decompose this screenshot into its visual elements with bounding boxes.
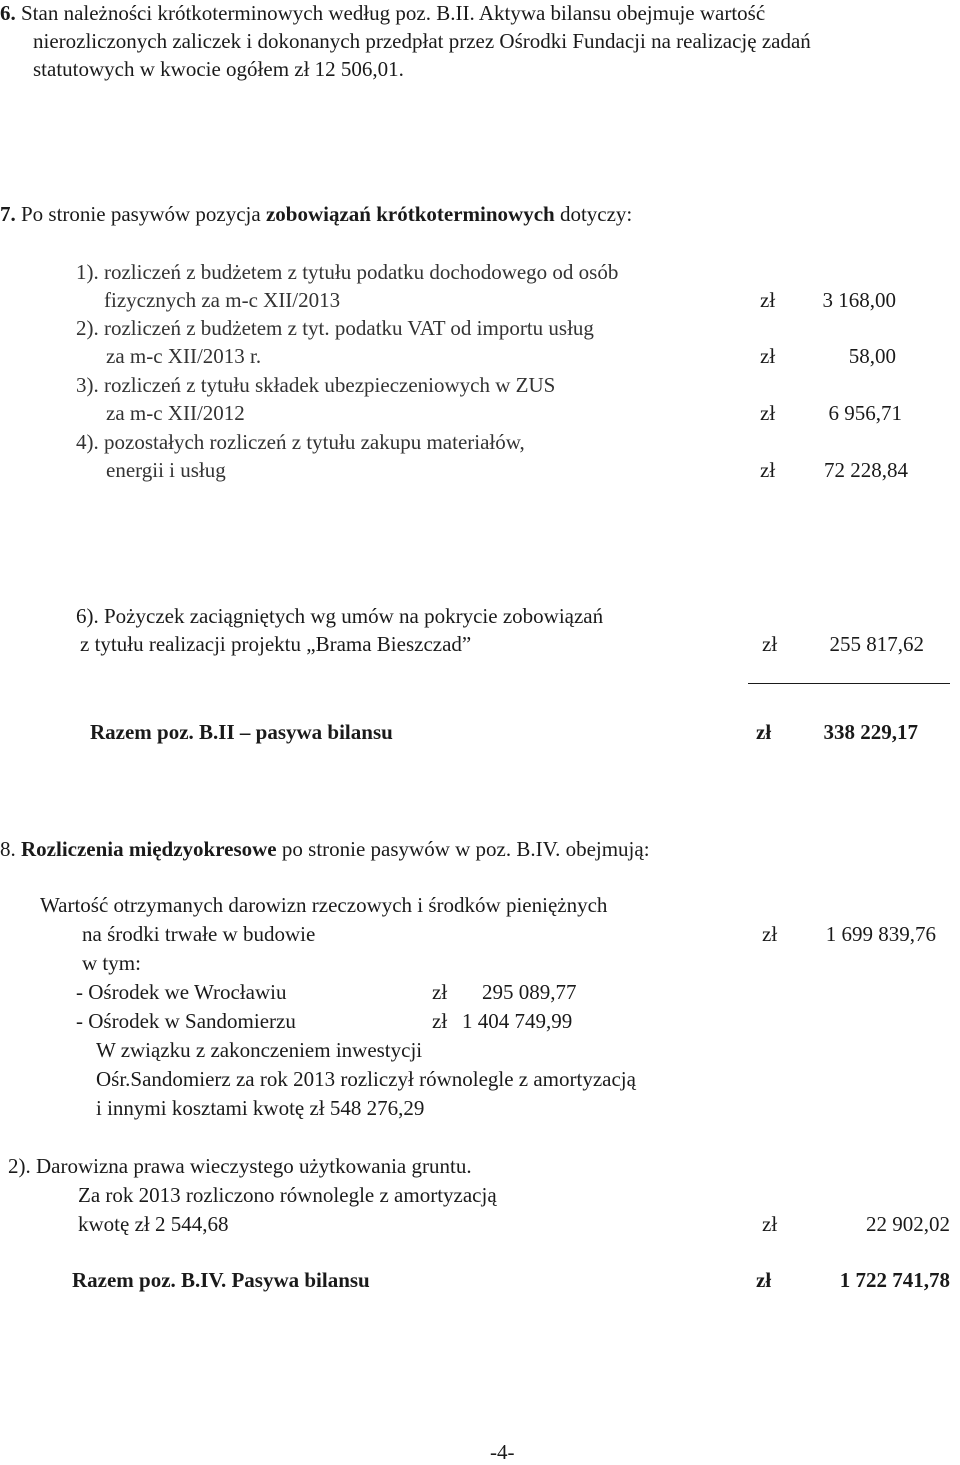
liability-item-2-line-1: 2). rozliczeń z budżetem z tyt. podatku VAT od importu usług (76, 316, 594, 340)
subitem-wroclaw-currency: zł (432, 980, 448, 1004)
section-7-bold-term: zobowiązań krótkoterminowych (265, 202, 555, 226)
section-8-bold-term: Rozliczenia międzyokresowe (21, 837, 277, 861)
section-7-suffix: dotyczy: (559, 202, 633, 226)
section-8-heading (0, 836, 650, 862)
investment-note-line-1: W związku z zakonczeniem inwestycji (96, 1038, 423, 1062)
accrual-para-1-amount: 1 699 839,76 (825, 922, 936, 946)
subitem-sandomierz-label: - Ośrodek w Sandomierzu (76, 1009, 296, 1033)
liability-item-4-line-1: 4). pozostałych rozliczeń z tytułu zakupu materiałów, (76, 430, 525, 454)
in-which-label: w tym: (82, 951, 141, 975)
investment-note-line-2: Ośr.Sandomierz za rok 2013 rozliczył równolegle z amortyzacją (96, 1067, 636, 1091)
accrual-para-2-line-1: 2). Darowizna prawa wieczystego użytkowania gruntu. (8, 1154, 472, 1178)
liability-item-3-line-1: 3). rozliczeń z tytułu składek ubezpieczeniowych w ZUS (76, 373, 556, 397)
liability-item-6-line-1: 6). Pożyczek zaciągniętych wg umów na pokrycie zobowiązań (76, 604, 604, 628)
section-8-total-amount: 1 722 741,78 (839, 1268, 950, 1292)
section-7-intro: Po stronie pasywów pozycja (21, 202, 261, 226)
section-7-total-label: Razem poz. B.II – pasywa bilansu (90, 720, 393, 744)
section-6-number: 6. (0, 1, 16, 25)
accrual-para-2-line-3: kwotę zł 2 544,68 (78, 1212, 229, 1236)
section-6-line-2: nierozliczonych zaliczek i dokonanych przedpłat przez Ośrodki Fundacji na realizację zadań (33, 29, 811, 53)
liability-item-6-line-2: z tytułu realizacji projektu „Brama Bieszczad” (80, 632, 472, 656)
liability-item-3-line-2: za m-c XII/2012 (106, 401, 245, 425)
liability-item-1-currency: zł (760, 288, 776, 312)
liability-item-6-amount: 255 817,62 (829, 632, 924, 656)
liability-item-2-line-2: za m-c XII/2013 r. (106, 344, 262, 368)
liability-item-1-amount: 3 168,00 (822, 288, 896, 312)
liability-item-4-amount: 72 228,84 (824, 458, 908, 482)
section-8-suffix: po stronie pasywów w poz. B.IV. obejmują: (281, 837, 650, 861)
investment-note-line-3: i innymi kosztami kwotę zł 548 276,29 (96, 1096, 425, 1120)
subitem-sandomierz-amount: 1 404 749,99 (462, 1009, 573, 1033)
subitem-wroclaw-label: - Ośrodek we Wrocławiu (76, 980, 287, 1004)
section-6-line-3: statutowych w kwocie ogółem zł 12 506,01. (33, 57, 404, 81)
subitem-wroclaw-amount: 295 089,77 (482, 980, 577, 1004)
section-6-heading (0, 0, 765, 26)
section-8-total-currency: zł (756, 1268, 772, 1292)
liability-item-2-currency: zł (760, 344, 776, 368)
page-number: -4- (490, 1440, 515, 1464)
section-8-number: 8. (0, 837, 16, 861)
accrual-para-1-line-1: Wartość otrzymanych darowizn rzeczowych i środków pieniężnych (40, 893, 608, 917)
accrual-para-2-currency: zł (762, 1212, 778, 1236)
liability-item-4-line-2: energii i usług (106, 458, 226, 482)
accrual-para-1-currency: zł (762, 922, 778, 946)
accrual-para-2-line-2: Za rok 2013 rozliczono równolegle z amortyzacją (78, 1183, 497, 1207)
section-7-total-amount: 338 229,17 (823, 720, 918, 744)
liability-item-1-line-1: 1). rozliczeń z budżetem z tytułu podatku dochodowego od osób (76, 260, 619, 284)
liability-item-2-amount: 58,00 (848, 344, 896, 368)
liability-item-3-currency: zł (760, 401, 776, 425)
accrual-para-1-line-2: na środki trwałe w budowie (82, 922, 316, 946)
section-7-total-currency: zł (756, 720, 772, 744)
section-7-number: 7. (0, 202, 16, 226)
liability-item-3-amount: 6 956,71 (828, 401, 902, 425)
subitem-sandomierz-currency: zł (432, 1009, 448, 1033)
liability-item-1-line-2: fizycznych za m-c XII/2013 (104, 288, 341, 312)
accrual-para-2-amount: 22 902,02 (866, 1212, 950, 1236)
section-8-total-label: Razem poz. B.IV. Pasywa bilansu (72, 1268, 370, 1292)
sum-rule (748, 683, 950, 684)
liability-item-6-currency: zł (762, 632, 778, 656)
section-6-line-1: Stan należności krótkoterminowych według poz. B.II. Aktywa bilansu obejmuje wartość (21, 1, 766, 25)
liability-item-4-currency: zł (760, 458, 776, 482)
section-7-heading (0, 201, 632, 227)
